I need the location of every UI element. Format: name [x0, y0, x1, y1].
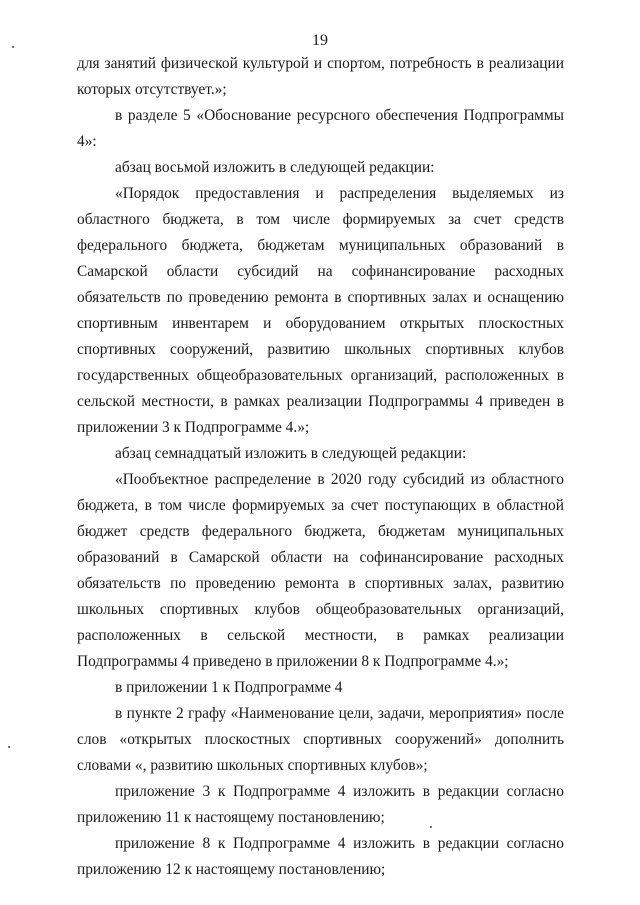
paragraph-5: абзац семнадцатый изложить в следующей редакции:: [115, 445, 467, 462]
scan-speck: [12, 46, 14, 48]
paragraph-7: в приложении 1 к Подпрограмме 4: [115, 679, 343, 696]
paragraph-8: в пункте 2 графу «Наименование цели, задачи, мероприятия» после слов «открытых плоскостных спортивных сооружений» дополнить словами «, развитию школьных спортивных клубов»;: [77, 705, 564, 774]
paragraph-10: приложение 8 к Подпрограмме 4 изложить в редакции согласно приложению 12 к настоящему постановлению;: [77, 835, 564, 878]
scan-speck: [8, 746, 10, 748]
document-body: [77, 51, 564, 883]
paragraph-2: в разделе 5 «Обоснование ресурсного обеспечения Подпрограммы 4»:: [77, 107, 564, 150]
paragraph-6: «Пообъектное распределение в 2020 году субсидий из областного бюджета, в том числе формируемых за счет поступающих в областной бюджет средств федерального бюджета, бюджетам муниципальных образований в Самарской области на софинансирование расходных обязательств по проведению ремонта в спортивных залах, развитию школьных спортивных клубов общеобразовательных организаций, расположенных в сельской местности, в рамках реализации Подпрограммы 4 приведено в приложении 8 к Подпрограмме 4.»;: [77, 471, 564, 670]
paragraph-3: абзац восьмой изложить в следующей редакции:: [115, 159, 435, 176]
paragraph-9: приложение 3 к Подпрограмме 4 изложить в редакции согласно приложению 11 к настоящему постановлению;: [77, 783, 564, 826]
paragraph-4: «Порядок предоставления и распределения выделяемых из областного бюджета, в том числе формируемых за счет средств федерального бюджета, бюджетам муниципальных образований в Самарской области субсидий на софинансирование расходных обязательств по проведению ремонта в спортивных залах и оснащению спортивным инвентарем и оборудованием открытых плоскостных спортивных сооружений, развитию школьных спортивных клубов государственных общеобразовательных организаций, расположенных в сельской местности, в рамках реализации Подпрограммы 4 приведен в приложении 3 к Подпрограмме 4.»;: [77, 185, 564, 436]
paragraph-1: для занятий физической культурой и спортом, потребность в реализации которых отсутствует.»;: [77, 55, 564, 98]
scan-speck: [430, 826, 432, 828]
page-number: 19: [312, 32, 328, 49]
